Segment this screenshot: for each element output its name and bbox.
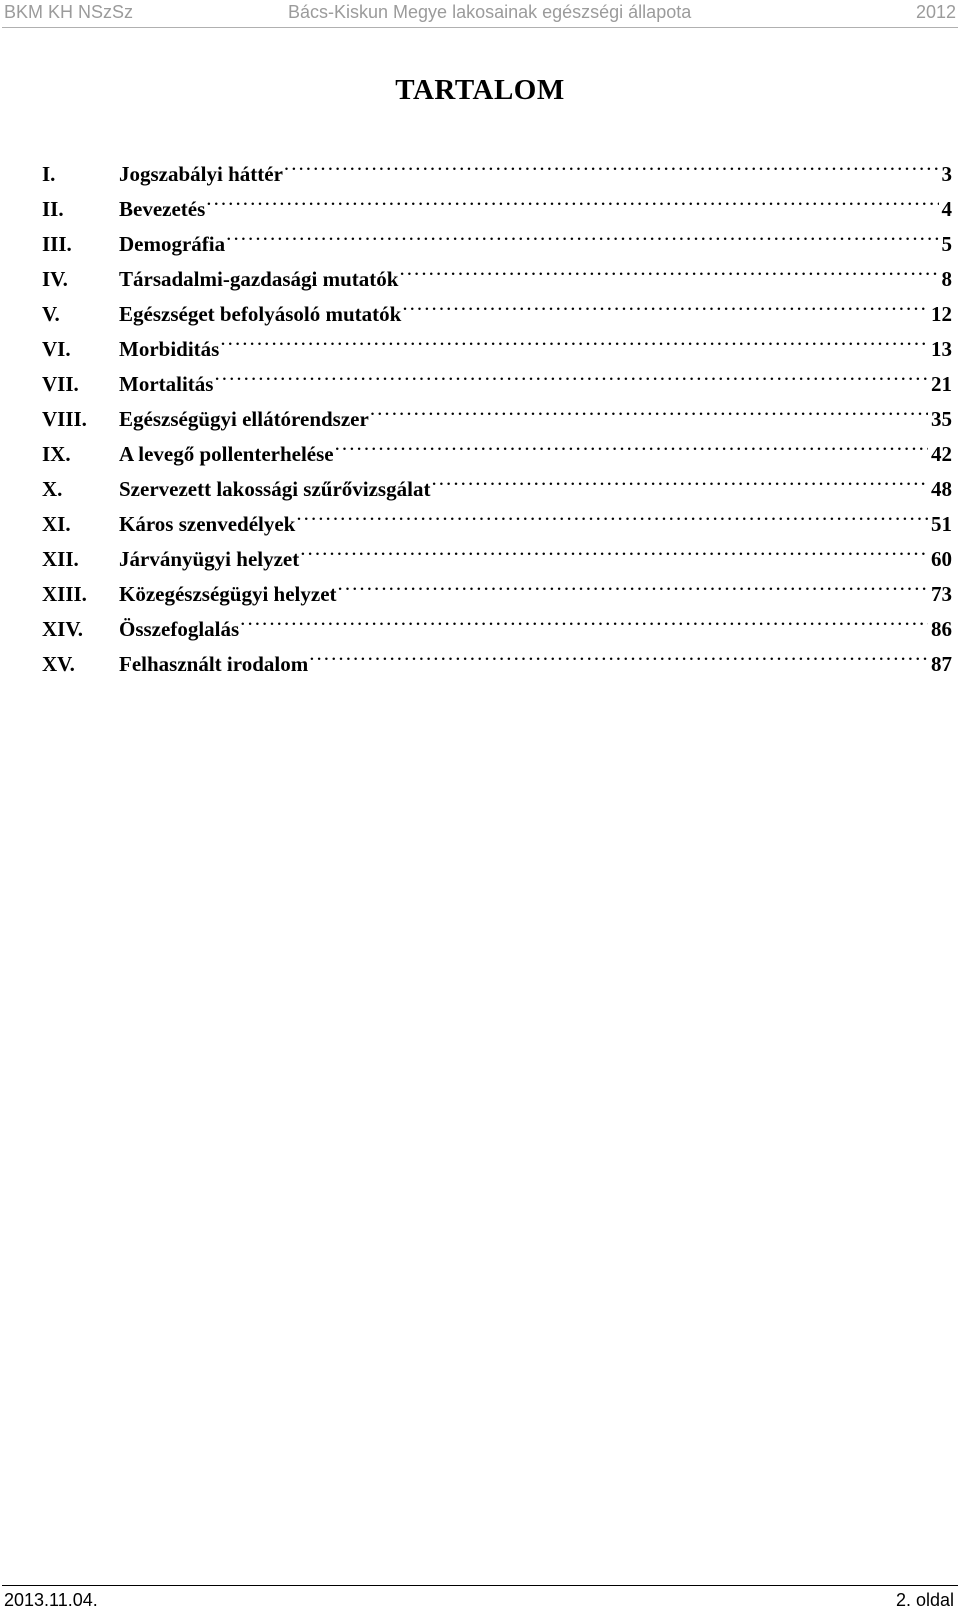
table-of-contents: [42, 146, 952, 676]
toc-entry-number: III.: [42, 232, 72, 256]
toc-dot-leader: [225, 216, 938, 251]
toc-entry-page: 3: [941, 162, 952, 186]
toc-entry-title: Egészséget befolyásoló mutatók: [119, 302, 402, 326]
toc-entry-page: 73: [931, 582, 952, 606]
toc-entry-page: 12: [931, 302, 952, 326]
toc-entry-number: I.: [42, 162, 56, 186]
toc-dot-leader: [334, 426, 928, 461]
toc-entry-title: Morbiditás: [119, 337, 220, 361]
toc-dot-leader: [398, 251, 938, 286]
toc-entry-page: 13: [931, 337, 952, 361]
toc-dot-leader: [430, 461, 928, 496]
toc-entry-title: Bevezetés: [119, 197, 206, 221]
toc-entry-title: Káros szenvedélyek: [119, 512, 296, 536]
toc-dot-leader: [283, 146, 939, 181]
toc-entry-title: Járványügyi helyzet: [119, 547, 300, 571]
toc-entry-number: IX.: [42, 442, 71, 466]
toc-entry-number: XI.: [42, 512, 71, 536]
toc-dot-leader: [219, 321, 928, 356]
toc-entry-page: 35: [931, 407, 952, 431]
toc-entry-page: 4: [941, 197, 952, 221]
header-divider: [2, 27, 958, 28]
toc-entry-title: Egészségügyi ellátórendszer: [119, 407, 369, 431]
toc-entry-number: XII.: [42, 547, 79, 571]
toc-dot-leader: [295, 496, 928, 531]
toc-entry-number: IV.: [42, 267, 68, 291]
toc-entry-page: 42: [931, 442, 952, 466]
toc-entry-number: VIII.: [42, 407, 87, 431]
toc-entry-title: Felhasznált irodalom: [119, 652, 309, 676]
toc-dot-leader: [299, 531, 928, 566]
toc-entry-page: 8: [941, 267, 952, 291]
toc-dot-leader: [239, 601, 928, 636]
toc-entry-title: Társadalmi-gazdasági mutatók: [119, 267, 399, 291]
toc-entry-number: X.: [42, 477, 63, 501]
toc-entry-number: XV.: [42, 652, 75, 676]
toc-entry-page: 87: [931, 652, 952, 676]
toc-entry-title: Mortalitás: [119, 372, 214, 396]
toc-dot-leader: [337, 566, 928, 601]
toc-entry-title: Szervezett lakossági szűrővizsgálat: [119, 477, 431, 501]
toc-dot-leader: [401, 286, 928, 321]
toc-entry-page: 60: [931, 547, 952, 571]
toc-dot-leader: [369, 391, 928, 426]
footer-page-number: 2. oldal: [895, 1590, 954, 1610]
toc-dot-leader: [205, 181, 938, 216]
toc-entry-page: 48: [931, 477, 952, 501]
header-year: 2012: [915, 2, 956, 22]
toc-entry-title: Közegészségügyi helyzet: [119, 582, 337, 606]
toc-entry-number: II.: [42, 197, 64, 221]
toc-entry-title: A levegő pollenterhelése: [119, 442, 334, 466]
toc-dot-leader: [308, 636, 928, 671]
header-organization: BKM KH NSzSz: [4, 2, 134, 22]
header-document-title: Bács-Kiskun Megye lakosainak egészségi állapota: [288, 2, 692, 22]
toc-entry-number: XIV.: [42, 617, 84, 641]
toc-entry-page: 51: [931, 512, 952, 536]
page-header: [0, 0, 960, 28]
toc-entry-number: XIII.: [42, 582, 87, 606]
toc-dot-leader: [213, 356, 928, 391]
toc-entry-title: Demográfia: [119, 232, 226, 256]
toc-entry-title: Összefoglalás: [119, 617, 240, 641]
toc-entry-page: 5: [941, 232, 952, 256]
toc-entry-number: VI.: [42, 337, 71, 361]
toc-entry-page: 86: [931, 617, 952, 641]
toc-entry[interactable]: [42, 146, 952, 186]
footer-date: 2013.11.04.: [4, 1590, 98, 1610]
toc-entry-number: V.: [42, 302, 60, 326]
toc-entry-title: Jogszabályi háttér: [119, 162, 283, 186]
toc-entry-page: 21: [931, 372, 952, 396]
footer-divider: [2, 1585, 958, 1586]
toc-entry-number: VII.: [42, 372, 79, 396]
page-title: TARTALOM: [395, 74, 565, 106]
